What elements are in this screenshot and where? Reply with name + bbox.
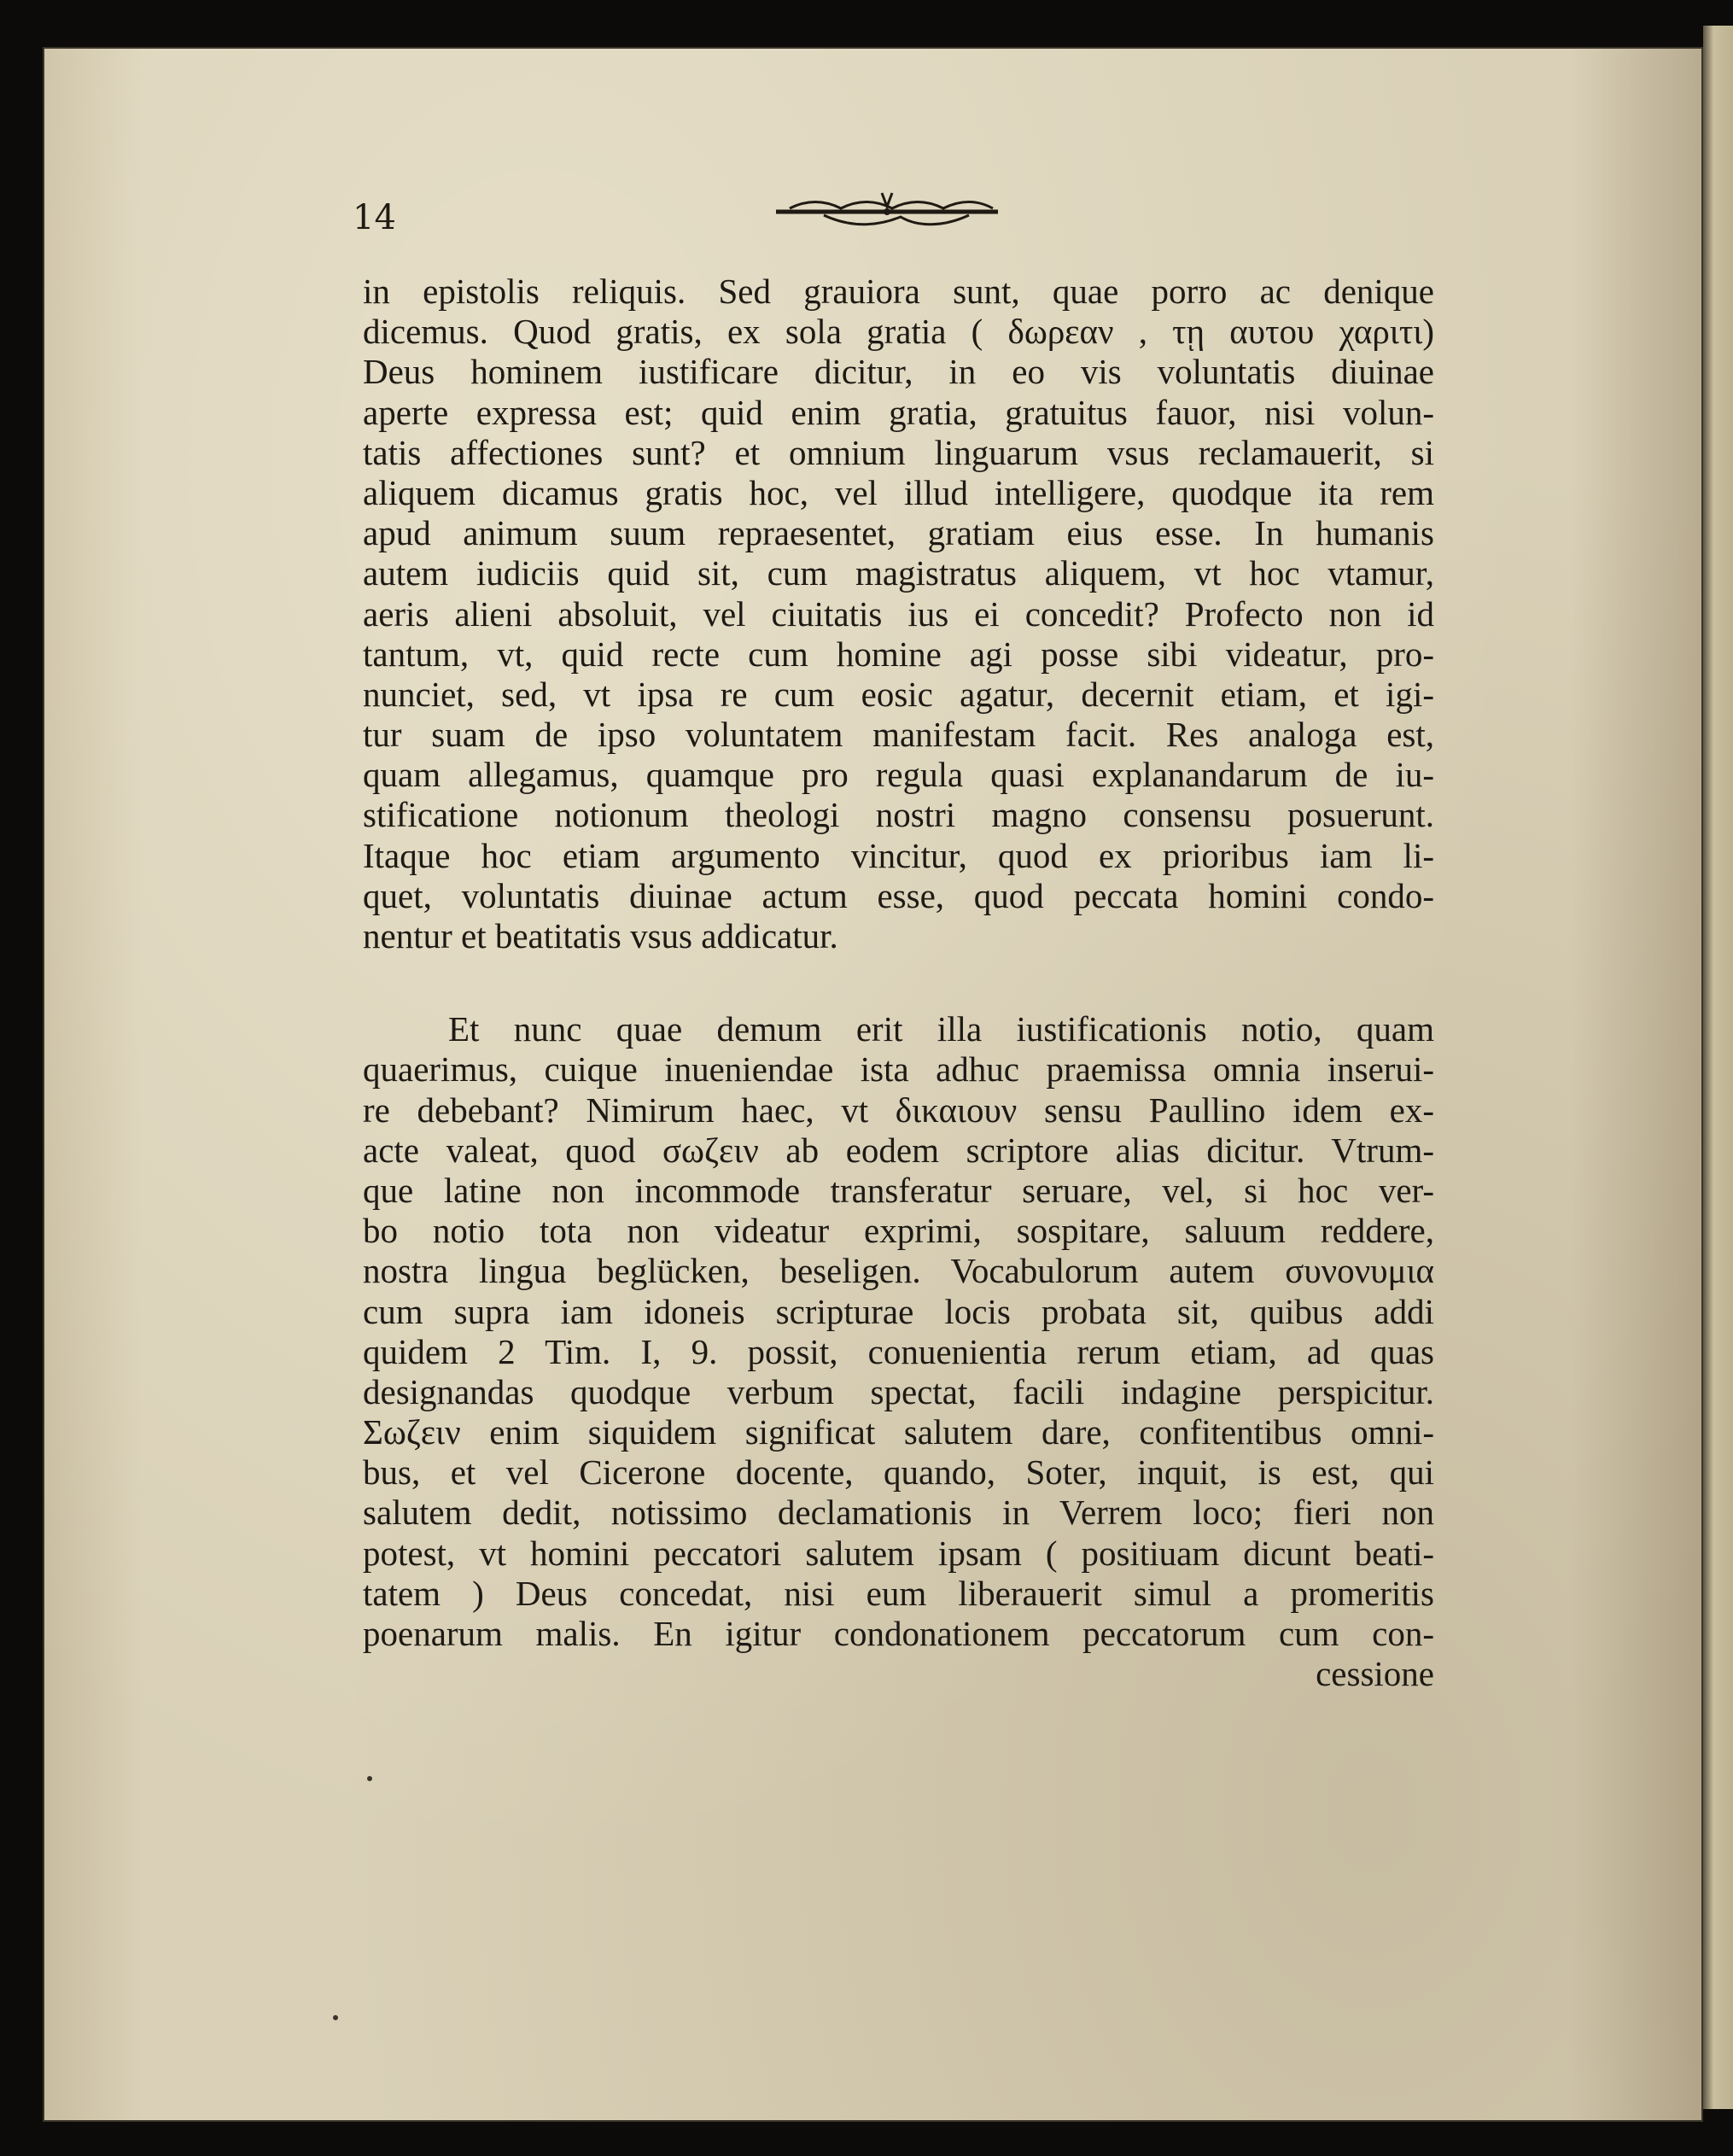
ink-speck (333, 2015, 338, 2020)
text-line: acte valeat, quod σωζειν ab eodem scriptore alias dicitur. Vtrum- (363, 1130, 1434, 1170)
text-line: Itaque hoc etiam argumento vincitur, quod ex prioribus iam li- (363, 835, 1434, 875)
text-line: aperte expressa est; quid enim gratia, gratuitus fauor, nisi volun- (363, 392, 1434, 432)
text-line: stificatione notionum theologi nostri magno consensu posuerunt. (363, 795, 1434, 835)
text-line: re debebant? Nimirum haec, vt δικαιουν sensu Paullino idem ex- (363, 1090, 1434, 1130)
catchword: cessione (1316, 1654, 1434, 1694)
text-line: quam allegamus, quamque pro regula quasi explanandarum de iu- (363, 755, 1434, 795)
text-line: aliquem dicamus gratis hoc, vel illud intelligere, quodque ita rem (363, 472, 1434, 512)
text-line: cum supra iam idoneis scripturae locis probata sit, quibus addi (363, 1291, 1434, 1331)
text-line: salutem dedit, notissimo declamationis in Verrem loco; fieri non (363, 1493, 1434, 1533)
adjacent-page-edge (1703, 26, 1733, 2109)
text-line: dicemus. Quod gratis, ex sola gratia ( δωρεαν , τῃ αυτου χαριτι) (363, 312, 1434, 352)
paragraph-1 (363, 272, 1434, 956)
text-line: bo notio tota non videatur exprimi, sospitare, saluum reddere, (363, 1211, 1434, 1251)
text-line: que latine non incommode transferatur seruare, vel, si hoc ver- (363, 1170, 1434, 1210)
page-number: 14 (353, 198, 396, 237)
text-line: potest, vt homini peccatori salutem ipsam ( positiuam dicunt beati- (363, 1533, 1434, 1573)
text-line: designandas quodque verbum spectat, facili indagine perspicitur. (363, 1371, 1434, 1411)
text-line: apud animum suum repraesentet, gratiam eius esse. In humanis (363, 513, 1434, 553)
text-line: nunciet, sed, vt ipsa re cum eosic agatur, decernit etiam, et igi- (363, 674, 1434, 714)
text-line: nostra lingua beglücken, beseligen. Vocabulorum autem συνονυμια (363, 1251, 1434, 1291)
text-line: quet, voluntatis diuinae actum esse, quod peccata homini condo- (363, 875, 1434, 915)
text-line: tantum, vt, quid recte cum homine agi posse sibi videatur, pro- (363, 634, 1434, 674)
paragraph-2 (363, 1009, 1434, 1654)
paragraph-spacer (363, 956, 1434, 1009)
text-line: Σωζειν enim siquidem significat salutem dare, confitentibus omni- (363, 1412, 1434, 1452)
text-line: Deus hominem iustificare dicitur, in eo vis voluntatis diuinae (363, 352, 1434, 392)
decorative-vine-ornament-icon (773, 188, 1001, 239)
text-line: quidem 2 Tim. I, 9. possit, conuenientia rerum etiam, ad quas (363, 1331, 1434, 1371)
text-line: Et nunc quae demum erit illa iustificationis notio, quam (448, 1009, 1434, 1049)
text-line: bus, et vel Cicerone docente, quando, Soter, inquit, is est, qui (363, 1452, 1434, 1493)
text-line: tatem ) Deus concedat, nisi eum liberauerit simul a promeritis (363, 1573, 1434, 1613)
text-line: tatis affectiones sunt? et omnium linguarum vsus reclamauerit, si (363, 432, 1434, 472)
text-line: tur suam de ipso voluntatem manifestam facit. Res analoga est, (363, 715, 1434, 755)
text-line: poenarum malis. En igitur condonationem peccatorum cum con- (363, 1614, 1434, 1653)
text-line: autem iudiciis quid sit, cum magistratus aliquem, vt hoc vtamur, (363, 553, 1434, 593)
body-text (363, 272, 1434, 1694)
text-line: nentur et beatitatis vsus addicatur. (363, 916, 838, 955)
text-line: aeris alieni absoluit, vel ciuitatis ius ei concedit? Profecto non id (363, 593, 1434, 634)
text-line: in epistolis reliquis. Sed grauiora sunt, quae porro ac denique (363, 272, 1434, 311)
ink-speck (367, 1776, 372, 1781)
text-line: quaerimus, cuique inueniendae ista adhuc praemissa omnia inserui- (363, 1049, 1434, 1090)
